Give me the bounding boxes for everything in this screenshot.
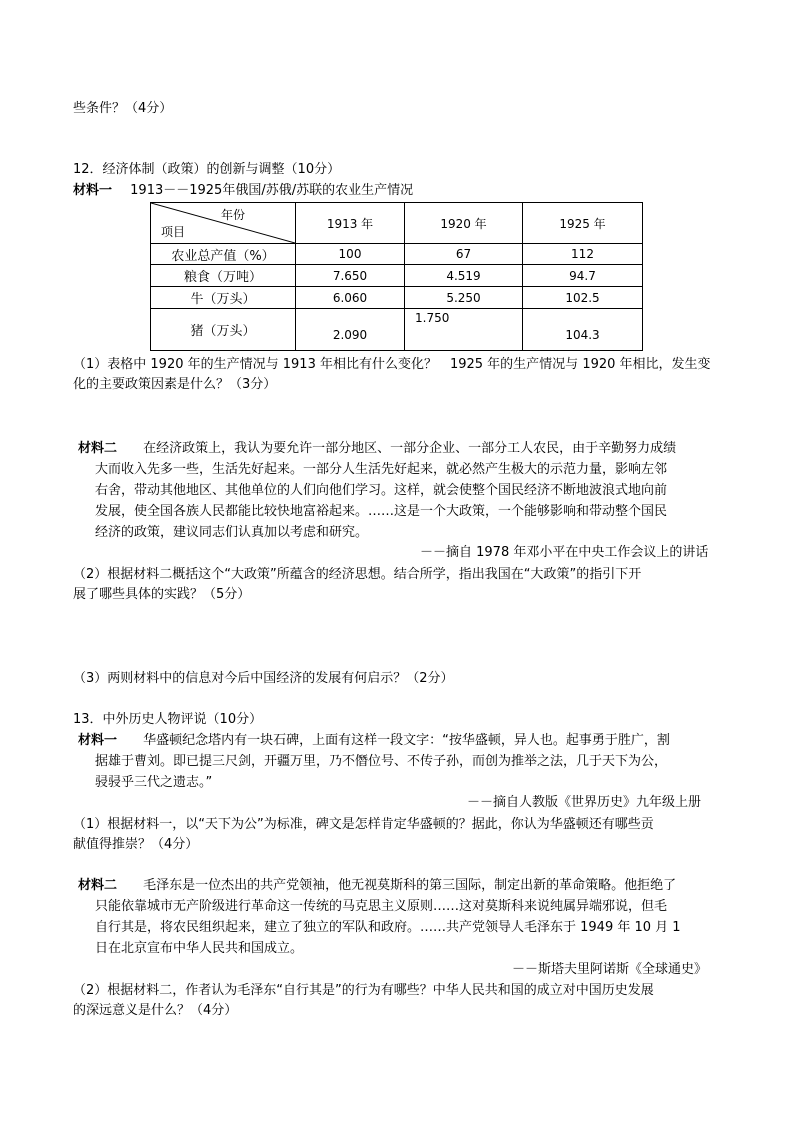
q13-title: 13．中外历史人物评说（10分） xyxy=(73,712,263,727)
q12-material-2-line4: 发展，使全国各族人民都能比较快地富裕起来。……这是一个大政策，一个能够影响和带动整个国民 xyxy=(95,504,668,519)
q12-sub1-line2: 化的主要政策因素是什么？（3分） xyxy=(73,377,277,392)
prev-question-tail: 些条件？（4分） xyxy=(73,101,173,116)
q12-material-1-label: 材料一 xyxy=(73,183,113,198)
q13-material-1-line2: 据雄于曹刘。即已提三尺剑，开疆万里，乃不僭位号、不传子孙，而创为推举之法，几于天下为公， xyxy=(95,754,668,769)
q13-material-2-line2: 只能依靠城市无产阶级进行革命这一传统的马克思主义原则……这对莫斯科来说纯属异端邪说，但毛 xyxy=(95,899,668,914)
table-cell: 100 xyxy=(296,244,405,265)
table-cell: 112 xyxy=(523,244,643,265)
q12-material-2-line2: 大而收入先多一些，生活先好起来。一部分人生活先好起来，就必然产生极大的示范力量，影响左邻 xyxy=(95,462,668,477)
row-label: 粮食（万吨） xyxy=(151,265,296,287)
q12-material-2-line5: 经济的政策，建议同志们认真加以考虑和研究。 xyxy=(95,525,369,540)
q13-material-2-source: －－斯塔夫里阿诺斯《全球通史》 xyxy=(512,962,708,977)
q13-material-2-line4: 日在北京宣布中华人民共和国成立。 xyxy=(95,941,304,956)
row-label: 农业总产值（%） xyxy=(151,244,296,265)
q13-material-1-block xyxy=(78,732,670,749)
q13-material-2-block xyxy=(78,877,676,894)
table-cell: 67 xyxy=(405,244,523,265)
table-cell: 6.060 xyxy=(296,287,405,309)
q13-material-2-line3: 自行其是，将农民组织起来，建立了独立的军队和政府。……共产党领导人毛泽东于 1949 年 10 月 1 xyxy=(95,920,681,935)
agriculture-table xyxy=(150,202,643,351)
table-row xyxy=(151,244,643,265)
q13-sub1-line2: 献值得推崇？（4分） xyxy=(73,837,199,852)
header-year-label: 年份 xyxy=(220,208,245,222)
table-cell: 104.3 xyxy=(523,309,643,351)
q12-material-2-label: 材料二 xyxy=(78,441,118,456)
year-1920: 1920 年 xyxy=(405,203,523,244)
q12-sub1-line1: （1）表格中 1920 年的生产情况与 1913 年相比有什么变化？ 1925 年的生产情况与 1920 年相比，发生变 xyxy=(73,357,711,372)
q12-material-1-heading xyxy=(73,182,413,199)
table-header-row xyxy=(151,203,643,244)
q13-material-1-line3: 骎骎乎三代之遗志。” xyxy=(95,775,213,790)
q12-material-2-block xyxy=(78,440,676,457)
q13-material-2-line1: 毛泽东是一位杰出的共产党领袖，他无视莫斯科的第三国际，制定出新的革命策略。他拒绝了 xyxy=(143,878,677,893)
q13-sub2-line2: 的深远意义是什么？（4分） xyxy=(73,1003,238,1018)
q13-material-1-source: －－摘自人教版《世界历史》九年级上册 xyxy=(467,795,702,810)
q13-sub2-line1: （2）根据材料二，作者认为毛泽东“自行其是”的行为有哪些？中华人民共和国的成立对中国历史发展 xyxy=(73,983,654,998)
year-1913: 1913 年 xyxy=(296,203,405,244)
year-1925: 1925 年 xyxy=(523,203,643,244)
table-row xyxy=(151,309,643,351)
q12-material-1-caption: 1913－－1925年俄国/苏俄/苏联的农业生产情况 xyxy=(130,183,414,198)
q12-material-2-source: －－摘自 1978 年邓小平在中央工作会议上的讲话 xyxy=(420,545,709,560)
q12-sub2-line1: （2）根据材料二概括这个“大政策”所蕴含的经济思想。结合所学，指出我国在“大政策”的指引下开 xyxy=(73,567,642,582)
q13-material-2-label: 材料二 xyxy=(78,878,118,893)
table-cell: 94.7 xyxy=(523,265,643,287)
q12-material-2-line1: 在经济政策上，我认为要允许一部分地区、一部分企业、一部分工人农民，由于辛勤努力成绩 xyxy=(143,441,677,456)
q12-sub2-line2: 展了哪些具体的实践？（5分） xyxy=(73,587,251,602)
q13-material-1-label: 材料一 xyxy=(78,733,118,748)
table-cell: 102.5 xyxy=(523,287,643,309)
table-cell: 7.650 xyxy=(296,265,405,287)
table-corner-cell xyxy=(151,203,296,244)
q12-title: 12．经济体制（政策）的创新与调整（10分） xyxy=(73,162,341,177)
q12-material-2-line3: 右舍，带动其他地区、其他单位的人们向他们学习。这样，就会使整个国民经济不断地波浪式地向前 xyxy=(95,483,668,498)
q13-material-1-line1: 华盛顿纪念塔内有一块石碑，上面有这样一段文字：“按华盛顿，异人也。起事勇于胜广，割 xyxy=(143,733,670,748)
table-cell: 4.519 xyxy=(405,265,523,287)
table-row xyxy=(151,287,643,309)
q13-sub1-line1: （1）根据材料一，以“天下为公”为标准，碑文是怎样肯定华盛顿的？据此，你认为华盛顿还有哪些贡 xyxy=(73,817,654,832)
row-label: 牛（万头） xyxy=(151,287,296,309)
table-cell: 5.250 xyxy=(405,287,523,309)
table-cell: 1.750 xyxy=(405,309,523,351)
table-row xyxy=(151,265,643,287)
header-item-label: 项目 xyxy=(161,225,186,239)
table-cell: 2.090 xyxy=(296,309,405,351)
row-label: 猪（万头） xyxy=(151,309,296,351)
q12-sub3: （3）两则材料中的信息对今后中国经济的发展有何启示？（2分） xyxy=(73,671,454,686)
